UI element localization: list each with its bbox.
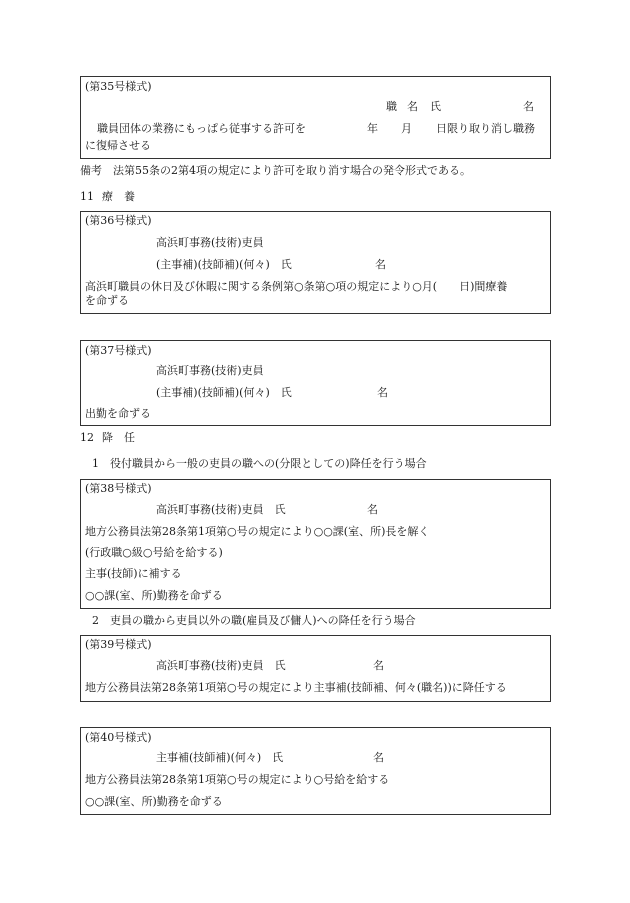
form-40-body-2: ○○課(室、所)勤務を命ずる <box>85 795 223 808</box>
form-35-body-c: に復帰させる <box>85 139 151 152</box>
form-38-body-4: ○○課(室、所)勤務を命ずる <box>85 589 223 602</box>
form-37-label: (第37号様式) <box>85 344 152 357</box>
note: 備考 法第55条の2第4項の規定により許可を取り消す場合の発令形式である。 <box>80 164 471 177</box>
form-40-line1: 主事補(技師補)(何々) 氏 <box>156 751 284 764</box>
form-35-label: (第35号様式) <box>85 80 152 93</box>
form-36-label: (第36号様式) <box>85 214 152 227</box>
form-40-mei: 名 <box>373 751 384 764</box>
form-36-line2: (主事補)(技師補)(何々) 氏 <box>156 258 292 271</box>
form-36-body-b: を命ずる <box>85 294 129 307</box>
form-37-mei: 名 <box>377 386 388 399</box>
form-36-mei: 名 <box>375 258 386 271</box>
form-37-line1: 高浜町事務(技術)吏員 <box>156 364 264 377</box>
form-39-mei: 名 <box>373 659 384 672</box>
form-38-body-3: 主事(技師)に補する <box>85 567 182 580</box>
section-12-sub-1: 1 役付職員から一般の吏員の職への(分限としての)降任を行う場合 <box>92 457 427 470</box>
section-12-title: 降 任 <box>102 431 135 444</box>
form-38-label: (第38号様式) <box>85 482 152 495</box>
form-35-body-b: 日限り取り消し職務 <box>436 122 535 135</box>
form-35-month: 月 <box>401 122 412 135</box>
form-39-line1: 高浜町事務(技術)吏員 氏 <box>156 659 286 672</box>
form-37-line2: (主事補)(技師補)(何々) 氏 <box>156 386 292 399</box>
form-38-mei: 名 <box>367 503 378 516</box>
section-12-sub-2: 2 吏員の職から吏員以外の職(雇員及び傭人)への降任を行う場合 <box>92 614 416 627</box>
form-35-shoku: 職 <box>386 100 397 113</box>
section-12-number: 12 <box>80 431 94 444</box>
form-38-line1: 高浜町事務(技術)吏員 氏 <box>156 503 286 516</box>
form-36-body-a: 高浜町職員の休日及び休暇に関する条例第○条第○項の規定により○月( 日)間療養 <box>85 280 508 293</box>
form-35-mei2: 名 <box>523 100 534 113</box>
form-40-label: (第40号様式) <box>85 731 152 744</box>
form-39-body: 地方公務員法第28条第1項第○号の規定により主事補(技師補、何々(職名))に降任する <box>85 681 507 694</box>
form-37-body: 出勤を命ずる <box>85 407 151 420</box>
section-11-title: 療 養 <box>102 190 135 203</box>
form-38-body-1: 地方公務員法第28条第1項第○号の規定により○○課(室、所)長を解く <box>85 525 430 538</box>
form-35-mei: 名 <box>407 100 418 113</box>
section-11-number: 11 <box>80 190 94 203</box>
form-38-body-2: (行政職○級○号給を給する) <box>85 546 223 559</box>
form-40-body-1: 地方公務員法第28条第1項第○号の規定により○号給を給する <box>85 773 390 786</box>
form-35-body-a: 職員団体の業務にもっぱら従事する許可を <box>97 122 306 135</box>
form-35-year: 年 <box>367 122 378 135</box>
form-35-shi: 氏 <box>430 100 441 113</box>
form-39-label: (第39号様式) <box>85 638 152 651</box>
form-36-line1: 高浜町事務(技術)吏員 <box>156 236 264 249</box>
